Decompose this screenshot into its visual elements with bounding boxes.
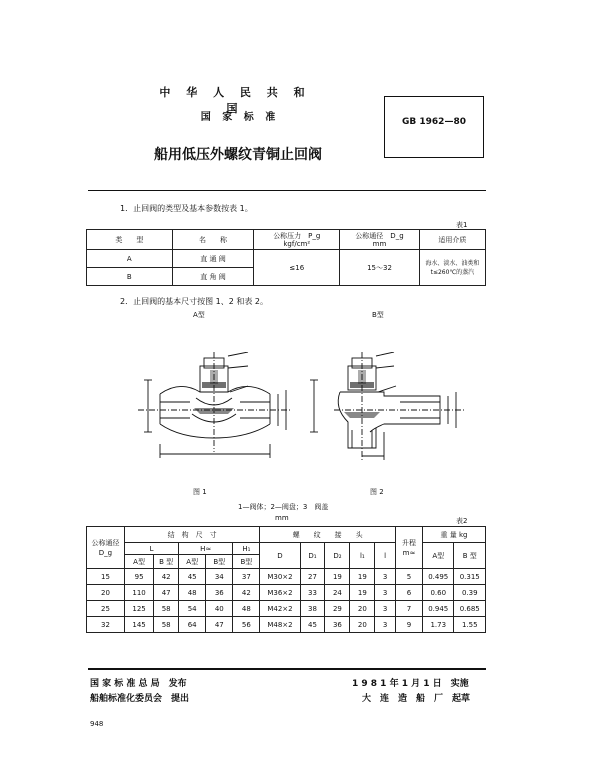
table-row xyxy=(87,250,486,268)
table1-h-name: 名 称 xyxy=(172,230,254,250)
table2-h-wa: A型 xyxy=(423,543,454,569)
cell-m: 5 xyxy=(395,569,422,585)
cell-d: M42×2 xyxy=(260,601,300,617)
table2-label: 表2 xyxy=(456,517,468,525)
country-name: 中 华 人 民 共 和 国 xyxy=(159,86,311,115)
cell-l1: 19 xyxy=(350,585,375,601)
cell-wb: 0.39 xyxy=(454,585,486,601)
table2-h-wb: B 型 xyxy=(454,543,486,569)
page-number: 948 xyxy=(90,720,104,728)
table2-h-lift-label: 升程 xyxy=(401,538,416,547)
standard-number: GB 1962—80 xyxy=(402,117,466,127)
cell-d1: 33 xyxy=(300,585,325,601)
table1-medium-line2: t≤260℃的蒸汽 xyxy=(430,268,475,276)
table1-h-type: 类 型 xyxy=(87,230,173,250)
cell-wb: 0.315 xyxy=(454,569,486,585)
cell-l: 3 xyxy=(375,585,396,601)
table1-medium-line1: 海水、淡水、油类和 xyxy=(425,259,480,267)
cell-l1: 20 xyxy=(350,617,375,633)
standard-category: 国 家 标 准 xyxy=(200,112,280,123)
table2-header-row-1 xyxy=(87,527,486,543)
table1-name-a: 直 通 阀 xyxy=(172,250,254,268)
cell-wa: 0.495 xyxy=(423,569,454,585)
section1-text: 1．止回阀的类型及基本参数按表 1。 xyxy=(120,204,253,213)
figure2-drawing xyxy=(304,352,474,472)
cell-dg: 32 xyxy=(87,617,125,633)
table2-h-la: A型 xyxy=(124,555,153,569)
cell-l1: 19 xyxy=(350,569,375,585)
table1-h-pressure-label: 公称压力 P_g xyxy=(273,231,321,240)
cell-lb: 58 xyxy=(154,601,179,617)
table2-h-D: D xyxy=(260,543,300,569)
table2-h-D1: D₁ xyxy=(300,543,325,569)
cell-wb: 0.685 xyxy=(454,601,486,617)
section2-text: 2．止回阀的基本尺寸按图 1、2 和表 2。 xyxy=(120,297,268,306)
figure1-caption: 图 1 xyxy=(193,488,207,496)
table1-type-a: A xyxy=(87,250,173,268)
type-a-label: A型 xyxy=(193,311,205,319)
table2-h-thread: 螺 纹 接 头 xyxy=(260,527,396,543)
proposer: 船舶标准化委员会 提出 xyxy=(90,694,190,704)
cell-l: 3 xyxy=(375,569,396,585)
table1-h-medium: 适用介质 xyxy=(419,230,485,250)
table1-h-pressure xyxy=(254,230,340,250)
effective-date: 1 9 8 1 年 1 月 1 日 实施 xyxy=(352,679,469,689)
cell-ha: 45 xyxy=(179,569,206,585)
table2-h-lb: B 型 xyxy=(154,555,179,569)
table1-h-diameter xyxy=(340,230,420,250)
cell-h1: 48 xyxy=(233,601,260,617)
table1-pressure: ≤16 xyxy=(254,250,340,286)
cell-l1: 20 xyxy=(350,601,375,617)
table-row xyxy=(87,617,486,633)
cell-lb: 47 xyxy=(154,585,179,601)
table2-h-lift xyxy=(395,527,422,569)
cell-hb: 47 xyxy=(206,617,233,633)
cell-d2: 29 xyxy=(325,601,350,617)
cell-m: 7 xyxy=(395,601,422,617)
cell-wa: 1.73 xyxy=(423,617,454,633)
cell-m: 9 xyxy=(395,617,422,633)
cell-hb: 34 xyxy=(206,569,233,585)
page-title: 船用低压外螺纹青铜止回阀 xyxy=(154,147,322,163)
cell-la: 110 xyxy=(124,585,153,601)
table2-h-l1: l₁ xyxy=(350,543,375,569)
table1-h-pressure-unit: kgf/cm² xyxy=(283,239,311,248)
table1-label: 表1 xyxy=(456,221,468,229)
table-row xyxy=(87,569,486,585)
cell-h1: 42 xyxy=(233,585,260,601)
table2-h-dg-symbol: D_g xyxy=(98,548,113,557)
table1-h-diameter-unit: mm xyxy=(372,239,387,248)
table2-h-lift-symbol: m≈ xyxy=(402,548,416,557)
cell-d: M36×2 xyxy=(260,585,300,601)
cell-h1: 56 xyxy=(233,617,260,633)
cell-lb: 42 xyxy=(154,569,179,585)
table2-h-H: H≈ xyxy=(179,543,233,555)
cell-la: 95 xyxy=(124,569,153,585)
table2-h-L: L xyxy=(124,543,178,555)
cell-h1: 37 xyxy=(233,569,260,585)
cell-dg: 25 xyxy=(87,601,125,617)
cell-d2: 36 xyxy=(325,617,350,633)
table1-diameter: 15～32 xyxy=(340,250,420,286)
standard-number-box xyxy=(384,96,484,158)
cell-la: 125 xyxy=(124,601,153,617)
table2 xyxy=(86,526,486,633)
table2-h-H1: H₁ xyxy=(233,543,260,555)
table-row xyxy=(87,601,486,617)
table2-h-h1b: B型 xyxy=(233,555,260,569)
cell-wa: 0.945 xyxy=(423,601,454,617)
cell-l: 3 xyxy=(375,617,396,633)
cell-la: 145 xyxy=(124,617,153,633)
cell-dg: 20 xyxy=(87,585,125,601)
table2-header-row-2 xyxy=(87,543,486,555)
header-divider xyxy=(88,190,486,191)
table1-medium xyxy=(419,250,485,286)
issuer: 国 家 标 准 总 局 发布 xyxy=(90,679,187,689)
table2-h-weight: 重 量 kg xyxy=(423,527,486,543)
table1-name-b: 直 角 阀 xyxy=(172,268,254,286)
cell-m: 6 xyxy=(395,585,422,601)
parts-legend: 1—阀体；2—阀盘；3 阀盖 xyxy=(238,503,329,511)
figure1-drawing xyxy=(130,352,300,472)
cell-hb: 40 xyxy=(206,601,233,617)
cell-d1: 38 xyxy=(300,601,325,617)
cell-wb: 1.55 xyxy=(454,617,486,633)
footer-divider xyxy=(88,668,486,670)
cell-ha: 54 xyxy=(179,601,206,617)
cell-d2: 19 xyxy=(325,569,350,585)
table2-h-dg xyxy=(87,527,125,569)
table2-h-dg-label: 公称通径 xyxy=(91,538,120,547)
cell-d: M30×2 xyxy=(260,569,300,585)
table2-h-ha: A型 xyxy=(179,555,206,569)
drafter: 大 连 造 船 厂 起草 xyxy=(362,694,471,704)
table2-h-struct: 结 构 尺 寸 xyxy=(124,527,259,543)
figure2-caption: 图 2 xyxy=(370,488,384,496)
table2-h-hb: B型 xyxy=(206,555,233,569)
table2-unit: mm xyxy=(275,514,289,522)
cell-d1: 27 xyxy=(300,569,325,585)
table1-h-diameter-label: 公称通径 D_g xyxy=(355,231,404,240)
cell-ha: 48 xyxy=(179,585,206,601)
cell-lb: 58 xyxy=(154,617,179,633)
table1 xyxy=(86,229,486,286)
table1-header-row xyxy=(87,230,486,250)
table1-type-b: B xyxy=(87,268,173,286)
cell-ha: 64 xyxy=(179,617,206,633)
type-b-label: B型 xyxy=(372,311,384,319)
table2-h-D2: D₂ xyxy=(325,543,350,569)
cell-d1: 45 xyxy=(300,617,325,633)
cell-hb: 36 xyxy=(206,585,233,601)
table-row xyxy=(87,585,486,601)
cell-d: M48×2 xyxy=(260,617,300,633)
cell-wa: 0.60 xyxy=(423,585,454,601)
cell-l: 3 xyxy=(375,601,396,617)
table2-h-l: l xyxy=(375,543,396,569)
cell-dg: 15 xyxy=(87,569,125,585)
cell-d2: 24 xyxy=(325,585,350,601)
